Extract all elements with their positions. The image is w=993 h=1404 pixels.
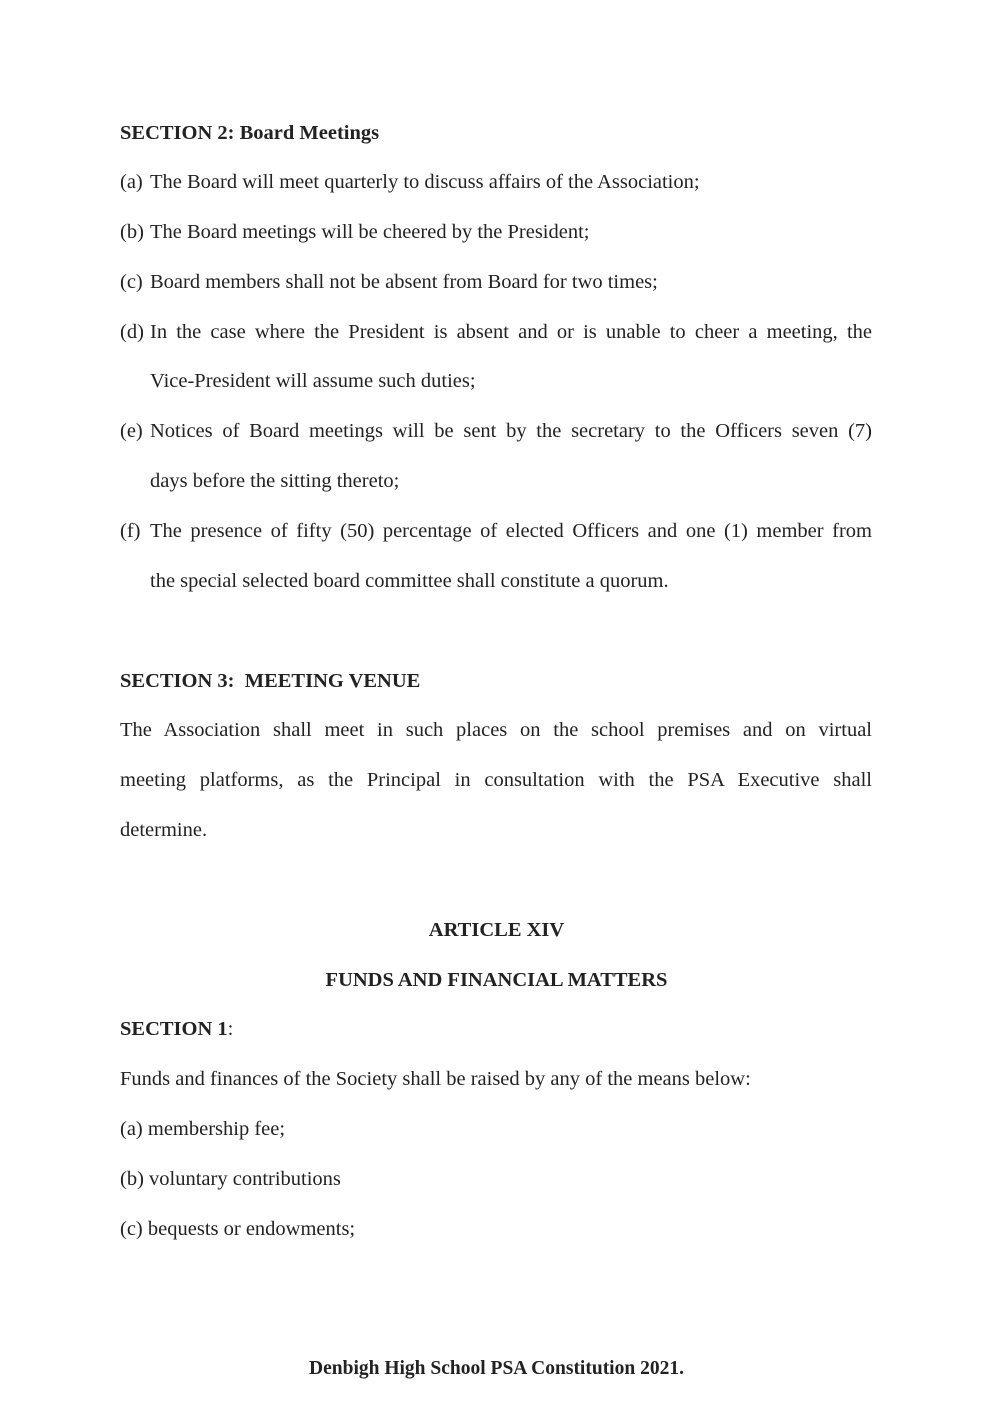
list-marker: (b) [120,1168,144,1190]
list-item-text: membership fee; [147,1118,286,1140]
list-marker: (f) [120,520,141,542]
list-item-d [120,320,872,344]
list-item-c [120,270,872,294]
list-item-text: bequests or endowments; [147,1218,356,1240]
list-item-text: Board members shall not be absent from Board for two times; [150,271,658,293]
funds-intro: Funds and finances of the Society shall be raised by any of the means below: [120,1068,751,1090]
list-marker: (a) [120,171,143,193]
list-item-f [120,519,872,543]
section3-paragraph-line-2: meeting platforms, as the Principal in consultation with the PSA Executive shall [120,769,872,791]
list-item-text: voluntary contributions [149,1168,341,1190]
article-section1-heading [120,1017,872,1041]
funds-item-c [120,1217,872,1241]
list-item-d-continuation: Vice-President will assume such duties; [150,370,476,392]
page-footer: Denbigh High School PSA Constitution 2021. [309,1358,684,1379]
article-title: FUNDS AND FINANCIAL MATTERS [325,969,668,991]
section3-heading: SECTION 3: MEETING VENUE [120,670,421,692]
list-item-e [120,419,872,443]
list-marker: (a) [120,1118,143,1140]
list-item-f-continuation: the special selected board committee shall constitute a quorum. [150,570,669,592]
article-number: ARTICLE XIV [428,919,565,941]
list-marker: (c) [120,271,143,293]
list-item-text: In the case where the President is absent and or is unable to cheer a meeting, the [150,321,872,343]
list-marker: (e) [120,420,143,442]
section2-heading: SECTION 2: Board Meetings [120,122,380,144]
list-item-a [120,170,872,194]
list-marker: (d) [120,321,144,343]
list-marker: (c) [120,1218,143,1240]
funds-item-a [120,1117,872,1141]
section1-label: SECTION 1 [120,1018,228,1040]
list-item-e-continuation: days before the sitting thereto; [150,470,400,492]
list-item-text: The Board meetings will be cheered by the President; [150,221,590,243]
list-item-b [120,220,872,244]
list-item-text: The presence of fifty (50) percentage of elected Officers and one (1) member from [150,520,872,542]
list-marker: (b) [120,221,144,243]
funds-item-b [120,1167,872,1191]
section1-colon: : [227,1018,234,1040]
section3-paragraph-line-1: The Association shall meet in such places on the school premises and on virtual [120,719,872,741]
section3-paragraph-line-3: determine. [120,819,208,841]
list-item-text: The Board will meet quarterly to discuss affairs of the Association; [150,171,700,193]
list-item-text: Notices of Board meetings will be sent by the secretary to the Officers seven (7) [150,420,872,442]
